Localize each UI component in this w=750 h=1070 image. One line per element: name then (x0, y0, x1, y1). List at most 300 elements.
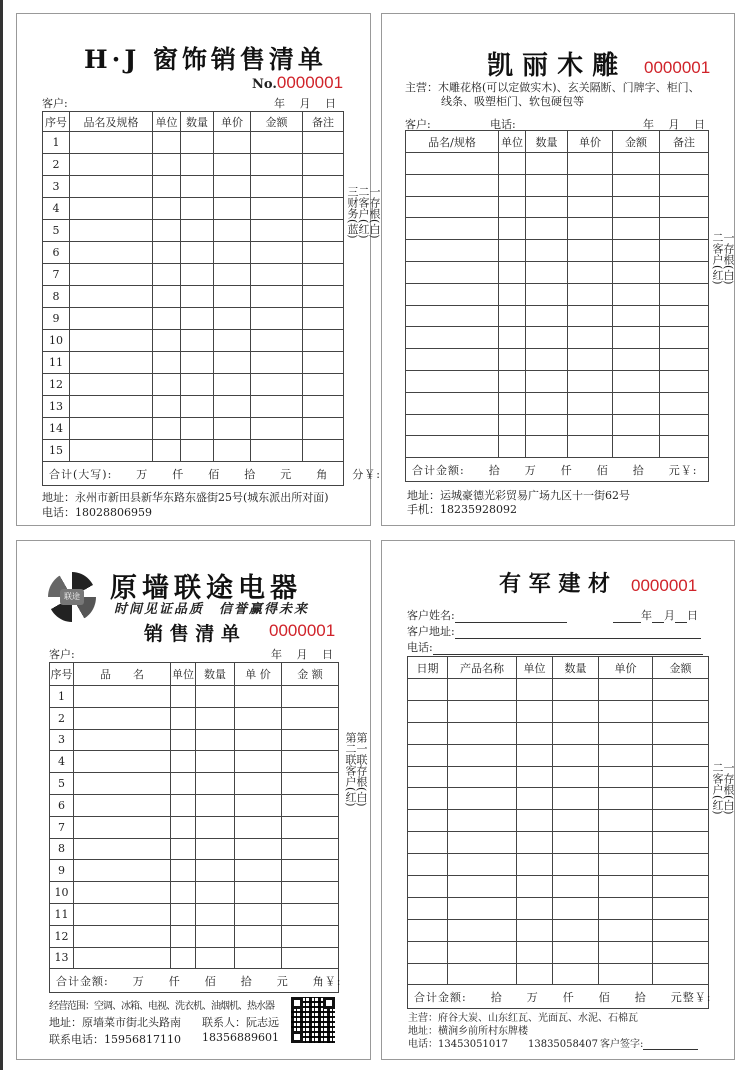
table-cell[interactable] (517, 832, 553, 854)
table-cell[interactable] (499, 392, 526, 414)
table-cell[interactable] (599, 679, 653, 701)
table-cell[interactable] (303, 264, 344, 286)
phone-field[interactable] (433, 643, 703, 655)
table-cell[interactable] (613, 370, 660, 392)
table-cell[interactable] (235, 947, 282, 969)
table-cell[interactable] (251, 264, 303, 286)
table-cell[interactable] (517, 766, 553, 788)
table-cell[interactable] (70, 154, 153, 176)
table-cell[interactable] (181, 198, 214, 220)
table-cell[interactable] (196, 903, 235, 925)
table-cell[interactable] (599, 700, 653, 722)
table-cell[interactable] (282, 751, 339, 773)
table-cell[interactable] (568, 240, 613, 262)
table-cell[interactable] (153, 242, 181, 264)
table-cell[interactable] (568, 436, 613, 458)
table-cell[interactable] (214, 396, 251, 418)
table-cell[interactable] (408, 788, 448, 810)
table-cell[interactable] (499, 327, 526, 349)
table-cell[interactable] (303, 330, 344, 352)
table-cell[interactable] (499, 349, 526, 371)
table-cell[interactable] (251, 418, 303, 440)
table-cell[interactable] (553, 941, 599, 963)
table-cell[interactable] (214, 330, 251, 352)
table-cell[interactable] (74, 729, 171, 751)
table-cell[interactable] (282, 838, 339, 860)
table-cell[interactable] (214, 418, 251, 440)
table-cell[interactable] (196, 860, 235, 882)
table-cell[interactable] (153, 418, 181, 440)
table-cell[interactable] (499, 305, 526, 327)
table-cell[interactable] (70, 330, 153, 352)
table-cell[interactable] (408, 832, 448, 854)
table-cell[interactable] (74, 751, 171, 773)
table-cell[interactable] (448, 679, 517, 701)
table-cell[interactable] (568, 218, 613, 240)
table-cell[interactable] (235, 860, 282, 882)
table-cell[interactable] (517, 744, 553, 766)
table-cell[interactable] (196, 838, 235, 860)
table-cell[interactable] (282, 903, 339, 925)
table-cell[interactable] (282, 860, 339, 882)
table-cell[interactable] (196, 816, 235, 838)
table-cell[interactable] (517, 876, 553, 898)
table-cell[interactable] (70, 308, 153, 330)
table-cell[interactable] (181, 440, 214, 462)
table-cell[interactable] (171, 773, 196, 795)
table-cell[interactable] (448, 941, 517, 963)
table-cell[interactable] (526, 349, 568, 371)
table-cell[interactable] (303, 176, 344, 198)
table-cell[interactable] (251, 132, 303, 154)
table-cell[interactable] (153, 264, 181, 286)
table-cell[interactable] (235, 773, 282, 795)
table-cell[interactable] (526, 305, 568, 327)
table-cell[interactable] (526, 283, 568, 305)
table-cell[interactable] (406, 240, 499, 262)
table-cell[interactable] (653, 919, 709, 941)
table-cell[interactable] (517, 941, 553, 963)
table-cell[interactable] (448, 722, 517, 744)
table-cell[interactable] (599, 744, 653, 766)
table-cell[interactable] (70, 352, 153, 374)
table-cell[interactable] (303, 308, 344, 330)
table-cell[interactable] (181, 352, 214, 374)
table-cell[interactable] (448, 810, 517, 832)
table-cell[interactable] (599, 963, 653, 985)
table-cell[interactable] (153, 176, 181, 198)
table-cell[interactable] (568, 414, 613, 436)
table-cell[interactable] (235, 729, 282, 751)
table-cell[interactable] (653, 832, 709, 854)
table-cell[interactable] (553, 722, 599, 744)
table-cell[interactable] (406, 283, 499, 305)
table-cell[interactable] (196, 882, 235, 904)
table-cell[interactable] (282, 773, 339, 795)
table-cell[interactable] (613, 218, 660, 240)
table-cell[interactable] (499, 218, 526, 240)
table-cell[interactable] (526, 392, 568, 414)
table-cell[interactable] (70, 374, 153, 396)
table-cell[interactable] (153, 330, 181, 352)
table-cell[interactable] (613, 283, 660, 305)
table-cell[interactable] (70, 286, 153, 308)
table-cell[interactable] (613, 392, 660, 414)
table-cell[interactable] (517, 963, 553, 985)
table-cell[interactable] (70, 396, 153, 418)
table-cell[interactable] (70, 440, 153, 462)
table-cell[interactable] (408, 679, 448, 701)
table-cell[interactable] (303, 242, 344, 264)
table-cell[interactable] (599, 766, 653, 788)
table-cell[interactable] (613, 261, 660, 283)
table-cell[interactable] (181, 286, 214, 308)
table-cell[interactable] (660, 174, 709, 196)
table-cell[interactable] (74, 882, 171, 904)
table-cell[interactable] (568, 261, 613, 283)
table-cell[interactable] (448, 832, 517, 854)
table-cell[interactable] (171, 903, 196, 925)
table-cell[interactable] (653, 941, 709, 963)
table-cell[interactable] (408, 766, 448, 788)
table-cell[interactable] (214, 198, 251, 220)
table-cell[interactable] (171, 860, 196, 882)
table-cell[interactable] (406, 196, 499, 218)
table-cell[interactable] (553, 897, 599, 919)
table-cell[interactable] (181, 176, 214, 198)
table-cell[interactable] (568, 283, 613, 305)
table-cell[interactable] (553, 832, 599, 854)
table-cell[interactable] (660, 283, 709, 305)
table-cell[interactable] (526, 261, 568, 283)
table-cell[interactable] (251, 198, 303, 220)
table-cell[interactable] (303, 132, 344, 154)
table-cell[interactable] (171, 751, 196, 773)
table-cell[interactable] (517, 788, 553, 810)
table-cell[interactable] (553, 876, 599, 898)
table-cell[interactable] (235, 686, 282, 708)
table-cell[interactable] (526, 218, 568, 240)
table-cell[interactable] (251, 220, 303, 242)
table-cell[interactable] (568, 196, 613, 218)
table-cell[interactable] (282, 794, 339, 816)
table-cell[interactable] (408, 897, 448, 919)
table-cell[interactable] (568, 305, 613, 327)
table-cell[interactable] (171, 925, 196, 947)
table-cell[interactable] (517, 679, 553, 701)
table-cell[interactable] (235, 903, 282, 925)
table-cell[interactable] (303, 418, 344, 440)
table-cell[interactable] (214, 220, 251, 242)
table-cell[interactable] (613, 305, 660, 327)
table-cell[interactable] (660, 327, 709, 349)
table-cell[interactable] (74, 816, 171, 838)
table-cell[interactable] (406, 153, 499, 175)
table-cell[interactable] (408, 963, 448, 985)
table-cell[interactable] (70, 418, 153, 440)
table-cell[interactable] (448, 766, 517, 788)
table-cell[interactable] (613, 174, 660, 196)
table-cell[interactable] (282, 816, 339, 838)
table-cell[interactable] (499, 196, 526, 218)
table-cell[interactable] (553, 700, 599, 722)
table-cell[interactable] (181, 308, 214, 330)
table-cell[interactable] (70, 242, 153, 264)
table-cell[interactable] (235, 882, 282, 904)
table-cell[interactable] (214, 154, 251, 176)
table-cell[interactable] (153, 440, 181, 462)
table-cell[interactable] (251, 242, 303, 264)
table-cell[interactable] (171, 816, 196, 838)
table-cell[interactable] (653, 854, 709, 876)
table-cell[interactable] (303, 440, 344, 462)
table-cell[interactable] (282, 729, 339, 751)
table-cell[interactable] (408, 700, 448, 722)
table-cell[interactable] (568, 153, 613, 175)
table-cell[interactable] (613, 196, 660, 218)
table-cell[interactable] (235, 925, 282, 947)
table-cell[interactable] (653, 722, 709, 744)
table-cell[interactable] (660, 153, 709, 175)
table-cell[interactable] (448, 897, 517, 919)
table-cell[interactable] (171, 686, 196, 708)
table-cell[interactable] (660, 349, 709, 371)
table-cell[interactable] (406, 370, 499, 392)
table-cell[interactable] (653, 810, 709, 832)
table-cell[interactable] (653, 766, 709, 788)
table-cell[interactable] (553, 963, 599, 985)
table-cell[interactable] (235, 751, 282, 773)
table-cell[interactable] (251, 440, 303, 462)
table-cell[interactable] (235, 707, 282, 729)
table-cell[interactable] (251, 330, 303, 352)
table-cell[interactable] (599, 810, 653, 832)
table-cell[interactable] (553, 854, 599, 876)
table-cell[interactable] (660, 414, 709, 436)
table-cell[interactable] (553, 919, 599, 941)
table-cell[interactable] (235, 816, 282, 838)
table-cell[interactable] (568, 327, 613, 349)
table-cell[interactable] (526, 240, 568, 262)
table-cell[interactable] (499, 240, 526, 262)
table-cell[interactable] (660, 218, 709, 240)
table-cell[interactable] (553, 788, 599, 810)
table-cell[interactable] (448, 876, 517, 898)
table-cell[interactable] (74, 707, 171, 729)
table-cell[interactable] (526, 174, 568, 196)
table-cell[interactable] (568, 174, 613, 196)
table-cell[interactable] (153, 308, 181, 330)
table-cell[interactable] (303, 396, 344, 418)
table-cell[interactable] (196, 947, 235, 969)
table-cell[interactable] (406, 392, 499, 414)
table-cell[interactable] (653, 963, 709, 985)
table-cell[interactable] (599, 941, 653, 963)
table-cell[interactable] (171, 707, 196, 729)
table-cell[interactable] (214, 132, 251, 154)
table-cell[interactable] (153, 374, 181, 396)
table-cell[interactable] (74, 686, 171, 708)
table-cell[interactable] (181, 132, 214, 154)
table-cell[interactable] (74, 947, 171, 969)
table-cell[interactable] (448, 700, 517, 722)
table-cell[interactable] (499, 153, 526, 175)
table-cell[interactable] (599, 876, 653, 898)
table-cell[interactable] (660, 305, 709, 327)
table-cell[interactable] (181, 242, 214, 264)
table-cell[interactable] (517, 919, 553, 941)
table-cell[interactable] (568, 349, 613, 371)
table-cell[interactable] (171, 729, 196, 751)
table-cell[interactable] (251, 396, 303, 418)
table-cell[interactable] (526, 436, 568, 458)
table-cell[interactable] (599, 897, 653, 919)
table-cell[interactable] (303, 154, 344, 176)
table-cell[interactable] (74, 903, 171, 925)
table-cell[interactable] (214, 352, 251, 374)
table-cell[interactable] (181, 330, 214, 352)
table-cell[interactable] (235, 838, 282, 860)
table-cell[interactable] (499, 174, 526, 196)
table-cell[interactable] (74, 925, 171, 947)
table-cell[interactable] (181, 374, 214, 396)
table-cell[interactable] (660, 261, 709, 283)
table-cell[interactable] (599, 832, 653, 854)
table-cell[interactable] (214, 374, 251, 396)
sign-field[interactable] (643, 1039, 698, 1050)
table-cell[interactable] (74, 773, 171, 795)
table-cell[interactable] (181, 418, 214, 440)
table-cell[interactable] (282, 686, 339, 708)
table-cell[interactable] (303, 352, 344, 374)
table-cell[interactable] (653, 679, 709, 701)
table-cell[interactable] (613, 153, 660, 175)
table-cell[interactable] (408, 854, 448, 876)
table-cell[interactable] (153, 220, 181, 242)
table-cell[interactable] (181, 396, 214, 418)
table-cell[interactable] (660, 196, 709, 218)
table-cell[interactable] (196, 925, 235, 947)
table-cell[interactable] (181, 264, 214, 286)
table-cell[interactable] (214, 308, 251, 330)
table-cell[interactable] (196, 686, 235, 708)
table-cell[interactable] (181, 220, 214, 242)
table-cell[interactable] (214, 440, 251, 462)
table-cell[interactable] (282, 947, 339, 969)
table-cell[interactable] (448, 963, 517, 985)
table-cell[interactable] (153, 132, 181, 154)
table-cell[interactable] (153, 198, 181, 220)
table-cell[interactable] (282, 707, 339, 729)
table-cell[interactable] (448, 854, 517, 876)
table-cell[interactable] (408, 722, 448, 744)
table-cell[interactable] (653, 897, 709, 919)
table-cell[interactable] (251, 154, 303, 176)
table-cell[interactable] (526, 414, 568, 436)
table-cell[interactable] (171, 882, 196, 904)
table-cell[interactable] (613, 327, 660, 349)
table-cell[interactable] (526, 196, 568, 218)
table-cell[interactable] (171, 947, 196, 969)
table-cell[interactable] (448, 919, 517, 941)
table-cell[interactable] (408, 919, 448, 941)
address-field[interactable] (455, 627, 701, 639)
table-cell[interactable] (526, 370, 568, 392)
table-cell[interactable] (660, 392, 709, 414)
table-cell[interactable] (613, 349, 660, 371)
table-cell[interactable] (303, 198, 344, 220)
table-cell[interactable] (517, 700, 553, 722)
table-cell[interactable] (70, 264, 153, 286)
table-cell[interactable] (74, 838, 171, 860)
table-cell[interactable] (196, 794, 235, 816)
table-cell[interactable] (613, 436, 660, 458)
table-cell[interactable] (499, 414, 526, 436)
table-cell[interactable] (653, 788, 709, 810)
table-cell[interactable] (282, 882, 339, 904)
table-cell[interactable] (153, 396, 181, 418)
table-cell[interactable] (568, 370, 613, 392)
table-cell[interactable] (660, 240, 709, 262)
table-cell[interactable] (599, 722, 653, 744)
table-cell[interactable] (553, 810, 599, 832)
table-cell[interactable] (70, 132, 153, 154)
table-cell[interactable] (517, 897, 553, 919)
table-cell[interactable] (660, 436, 709, 458)
table-cell[interactable] (406, 414, 499, 436)
table-cell[interactable] (251, 286, 303, 308)
table-cell[interactable] (214, 264, 251, 286)
table-cell[interactable] (406, 436, 499, 458)
table-cell[interactable] (171, 794, 196, 816)
table-cell[interactable] (653, 744, 709, 766)
table-cell[interactable] (214, 176, 251, 198)
table-cell[interactable] (553, 679, 599, 701)
table-cell[interactable] (408, 744, 448, 766)
table-cell[interactable] (303, 374, 344, 396)
table-cell[interactable] (526, 327, 568, 349)
table-cell[interactable] (613, 240, 660, 262)
table-cell[interactable] (251, 176, 303, 198)
table-cell[interactable] (599, 919, 653, 941)
table-cell[interactable] (553, 744, 599, 766)
table-cell[interactable] (196, 729, 235, 751)
table-cell[interactable] (406, 218, 499, 240)
table-cell[interactable] (282, 925, 339, 947)
table-cell[interactable] (214, 286, 251, 308)
table-cell[interactable] (406, 261, 499, 283)
table-cell[interactable] (499, 261, 526, 283)
table-cell[interactable] (408, 876, 448, 898)
table-cell[interactable] (214, 242, 251, 264)
table-cell[interactable] (653, 700, 709, 722)
table-cell[interactable] (251, 374, 303, 396)
table-cell[interactable] (235, 794, 282, 816)
table-cell[interactable] (171, 838, 196, 860)
table-cell[interactable] (251, 308, 303, 330)
table-cell[interactable] (251, 352, 303, 374)
table-cell[interactable] (406, 349, 499, 371)
table-cell[interactable] (499, 436, 526, 458)
table-cell[interactable] (303, 286, 344, 308)
table-cell[interactable] (653, 876, 709, 898)
table-cell[interactable] (196, 773, 235, 795)
table-cell[interactable] (408, 941, 448, 963)
table-cell[interactable] (153, 154, 181, 176)
table-cell[interactable] (153, 352, 181, 374)
table-cell[interactable] (196, 751, 235, 773)
table-cell[interactable] (181, 154, 214, 176)
